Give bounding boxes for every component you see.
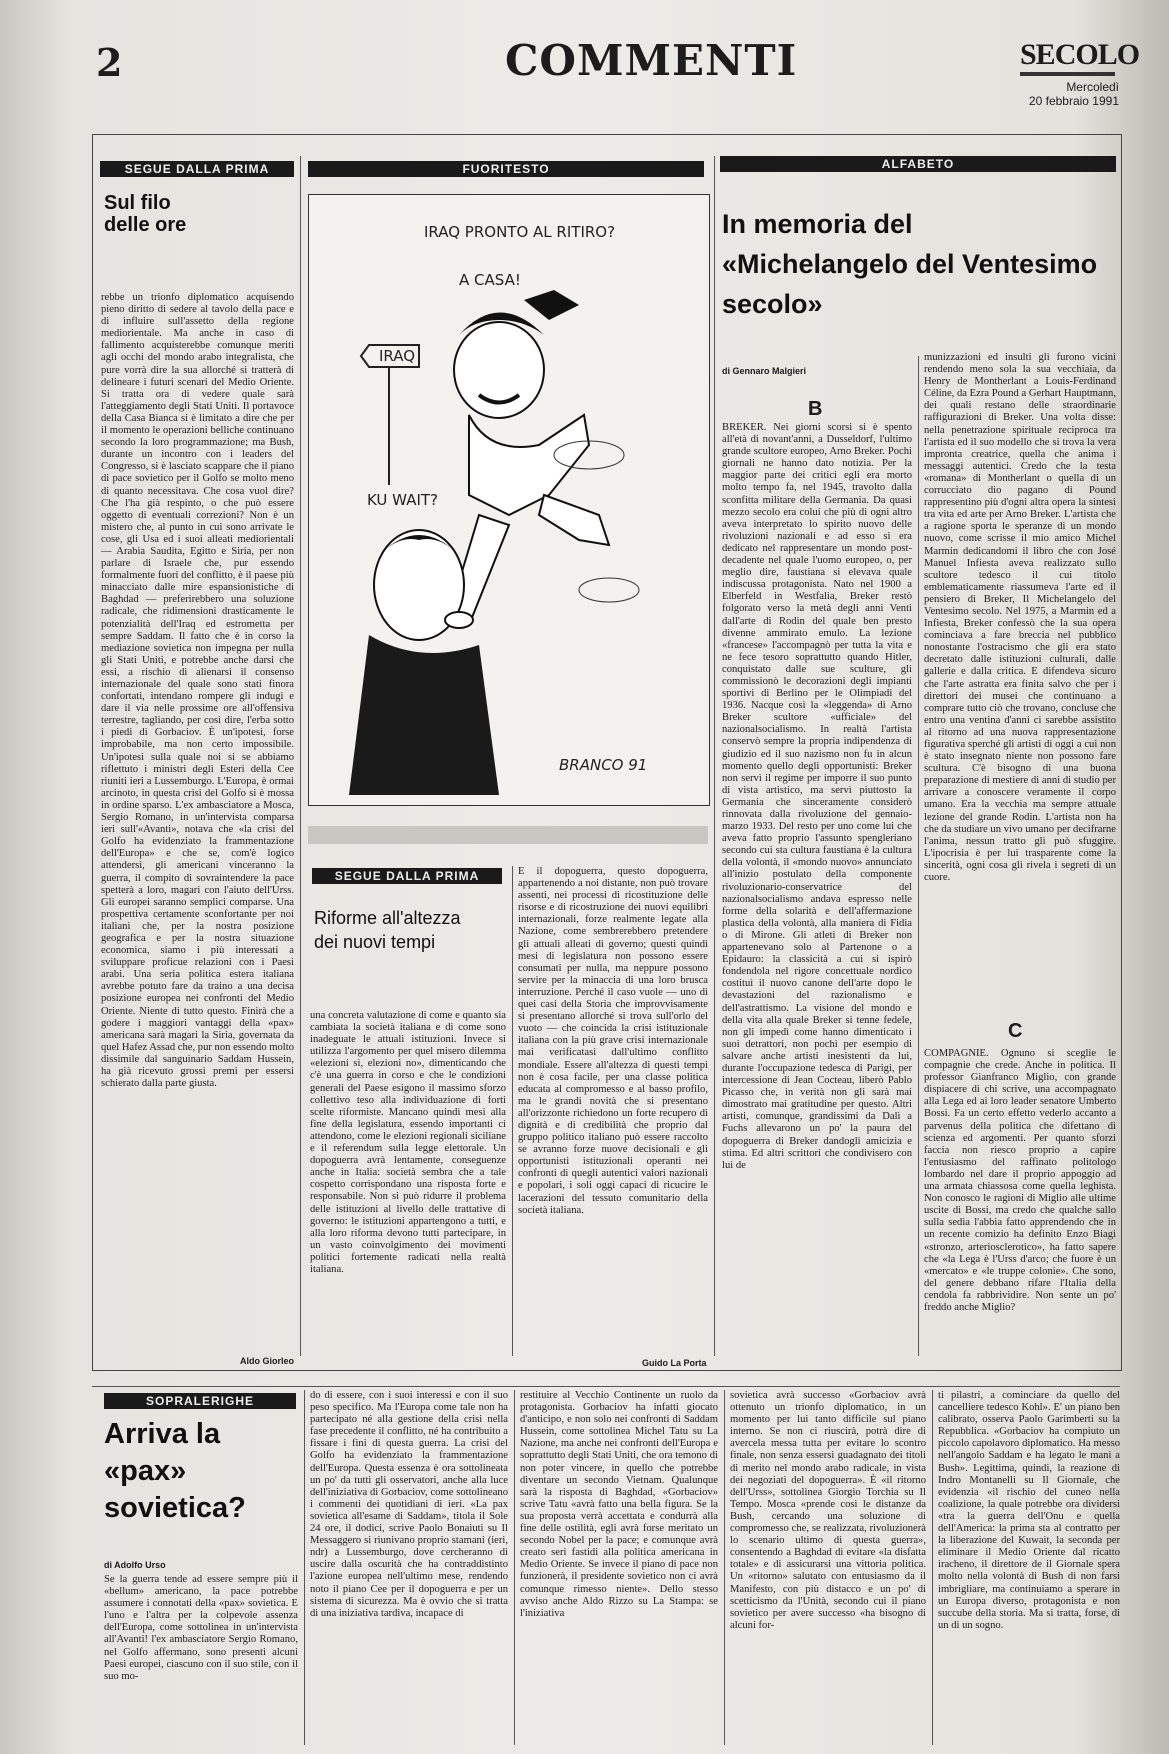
article-pax-text3: restituire al Vecchio Continente un ruolo da protagonista. Gorbaciov ha infatti giocato d'anticipo, e non solo nei confronti di Saddam Hussein, come sottolinea Michel Tatu su La Nazione, ma anche nei confronti dell'Europa e soprattutto degli Stati Uniti, che ora temono di non poter vincere, in quello che potrebbe diventare un secondo Vietnam. Qualunque sarà la risposta di Baghdad, «Gorbaciov» scrive Tatu «avrà fatto una bella figura. Se la sua proposta verrà accettata e condurrà alla fine delle ostilità, egli avrà forse meritato un secondo Nobel per la pace; e comunque avrà creato seri fastidi alla politica americana in Medio Oriente. Se invece il piano di pace non funzionerà, il presidente sovietico non ci avrà comunque rimesso niente». Dello stesso avviso anche Aldo Rizzo su La Stampa: se l'iniziativa bbox=[520, 1390, 718, 1619]
article-pax-col5 bbox=[938, 1390, 1120, 1745]
section-title: COMMENTI bbox=[505, 36, 798, 85]
political-cartoon bbox=[308, 194, 710, 806]
article-pax-col4 bbox=[730, 1390, 926, 1745]
cartoon-caption: IRAQ PRONTO AL RITIRO? bbox=[424, 223, 616, 241]
headline-riforme: Riforme all'altezza dei nuovi tempi bbox=[314, 908, 461, 952]
article-sul-filo-text: rebbe un trionfo diplomatico acquisendo pieno diritto di sedere al tavolo della pace e di influire sull'assetto della regione mediorientale. Ma anche in caso di fallimento acquisterebbe comunque meriti agli occhi del mondo arabo integralista, che pure vorrà dire la sua allorché si tratterà di delineare i futuri scenari del Medio Oriente. Si tratta ora di vedere quale sarà l'atteggiamento degli Stati Uniti. Il portavoce della Casa Bianca si è limitato a dire che per il momento le operazioni belliche continuano secondo la loro programmazione; ma Bush, durante un incontro con i leaders del Congresso, si è lasciato scappare che il piano di pace sovietico per il Golfo se molto meno di quanto necessitava. Che cosa vuol dire? Che l'ha già respinto, o che può essere oggetto di eventuali correzioni? Non è un mistero che, al punto in cui sono arrivate le cose, gli Usa ed i suoi alleati mediorientali — Arabia Saudita, Egitto e Siria, per non parlare di Israele che, pur essendo formalmente fuori del conflitto, è il paese più minacciato dalle mire espansionistiche di Baghdad — preferirebbero una soluzione radicale, che ridimensioni drasticamente le potenzialità dell'Iraq ed estrometta per sempre Saddam. Il fatto che è in corso la mediazione sovietica non impegna per nulla gli Stati Uniti, e potrebbe anche darsi che essi, a rischio di alienarsi il consenso internazionale del quale sono stati finora confortati, intendano rompere gli indugi e dare il via nelle prossime ore all'offensiva terrestre, tagliando, per così dire, l'erba sotto i piedi di Gorbaciov. È un'ipotesi, forse improbabile, ma non certo impossibile. Un'ipotesi sulla quale noi si se abbiamo riflettuto i ministri degli Esteri della Cee riuniti ieri a Lussemburgo. L'Europa, è ormai arcinoto, in questa crisi del Golfo si è mossa in ordine sparso. L'ex ambasciatore a Mosca, Sergio Romano, in un'intervista comparsa ieri sull'«Avanti», notava che «la crisi del Golfo ha evidenziato la frammentazione dell'Europa» e che se, com'è logico attendersi, gli americani vinceranno la guerra, il compito di sovraintendere la pace spetterà a loro, magari con l'aiuto dell'Urss. Gli europei saranno semplici comparse. Una prospettiva certamente sconfortante per noi italiani che, per la nostra posizione geografica e per la nostra situazione economica, siamo i più interessati a sviluppare proficue relazioni con i Paesi arabi. Una seria politica estera italiana avrebbe potuto fare da traino a una decisa posizione europea nei confronti del Medio Oriente. Niente di tutto questo. Finirà che a godere i maggiori vantaggi della «pax» americana sarà magari la Siria, governata da quel Hafez Assad che, pur non essendo molto dissimile dal sanguinario Saddam Hussein, ha già ricevuto grossi premi per essersi schierato dalla parte giusta. bbox=[101, 292, 294, 1090]
article-pax-text5: ti pilastri, a cominciare da quello del cancelliere tedesco Kohl». E' un piano ben calibrato, osserva Paolo Garimberti su la Repubblica. «Gorbaciov ha compiuto un piccolo capolavoro diplomatico. Ha messo nell'angolo Saddam e ha legato le mani a Bush». Legittima, quindi, la reazione di Indro Montanelli su Il Giornale, che evidenzia «il rischio del cuneo nella coalizione, la quale potrebbe ora dividersi «tra la guerra dell'Onu e quella dell'America: la prima sta al contratto per la liberazione del Kuwait, la seconda per eliminare il Medio Oriente dal ricatto iracheno, il direttore de il Giornale spera molto nella volontà di Bush di non farsi imbrigliare, ma continuiamo a sperare in un Europa diverso, protagonista e non succube della storia. Ma si tratta, forse, di un di un sogno. bbox=[938, 1390, 1120, 1631]
dropcap-c: C bbox=[1008, 1020, 1023, 1042]
divider-b1 bbox=[304, 1390, 305, 1745]
article-pax-text2: do di essere, con i suoi interessi e con il suo peso specifico. Ma l'Europa come tale non ha partecipato né alla gestione della crisi nella fase precedente il conflitto, né ha contribuito a fissare i fini di questa guerra. La crisi del Golfo ha evidenziato la frammentazione dell'Europa. Questa essenza è ora sottolineata un po' da tutti gli osservatori, anche alla luce dell'iniziativa di Gorbaciov, come sottolineano i commenti dei quotidiani di ieri. «La pax sovietica all'esame di Saddam», titola il Sole 24 ore, il dodici, scrive Paolo Bonaiuti su Il Messaggero si riunivano proprio stamani (ieri, ndr) a Lussemburgo, dove cercheranno di uscire dalla oscurità che ha contraddistinto l'azione europea nell'ultimo mese, rendendo noto il piano Cee per il dopoguerra e per un sistema di sicurezza. Ma è ovvio che si tratta di una iniziativa tardiva, incapace di bbox=[310, 1390, 508, 1619]
article-pax-col3 bbox=[520, 1390, 718, 1745]
cartoon-bottom-band bbox=[308, 826, 708, 844]
article-pax-col1 bbox=[104, 1574, 298, 1744]
article-riforme-text1: una concreta valutazione di come e quanto sia cambiata la società italiana e di come sono inadeguate le attuali istituzioni. Invece si utilizza l'argomento per quel misero dilemma «elezioni sì, elezioni no», dimenticando che c'è una guerra in corso e che le condizioni generali del Paese esigono il massimo sforzo collettivo teso alla individuazione di forti scelte riformiste. Mancano quindi mesi alla fine della legislatura, essendo importanti ci attendono, come le elezioni regionali siciliane e il referendum sulla legge elettorale. Un dopoguerra avrà lentamente, conseguenze anche in Italia: società sembra che a tale cospetto corrispondano una risposta forte e responsabile. Non si può ridurre il problema delle istituzioni al livello delle trattative di governo: le istituzioni appartengono a tutti, e alla loro riforma devono tutti partecipare, in un vasto coinvolgimento dei movimenti politici fortemente radicati nella realtà italiana. bbox=[310, 1010, 506, 1275]
headline-michelangelo: In memoria del «Michelangelo del Ventesimo secolo» bbox=[722, 209, 1098, 319]
byline-malgieri: di Gennaro Malgieri bbox=[722, 366, 807, 376]
cartoon-question: KU WAIT? bbox=[367, 491, 439, 509]
divider-b2 bbox=[514, 1390, 515, 1745]
cloud-icon bbox=[579, 578, 639, 602]
date-full: 20 febbraio 1991 bbox=[1028, 94, 1119, 108]
article-pax-col2 bbox=[310, 1390, 508, 1745]
cartoon-sign-label: IRAQ bbox=[379, 347, 416, 365]
article-breker bbox=[722, 422, 912, 1347]
byline-urso: di Adolfo Urso bbox=[104, 1560, 166, 1570]
headline-pax-sovietica: Arriva la «pax» sovietica? bbox=[104, 1418, 246, 1524]
kicker-fuoritesto: FUORITESTO bbox=[308, 161, 704, 177]
issue-date bbox=[1029, 80, 1119, 108]
divider-1 bbox=[300, 156, 301, 1356]
kicker-segue-riforme: SEGUE DALLA PRIMA bbox=[312, 868, 502, 884]
divider-3 bbox=[918, 356, 919, 1356]
divider-2 bbox=[714, 156, 715, 1356]
article-pax-text1: Se la guerra tende ad essere sempre più il «bellum» americano, la pace potrebbe assumere i connotati della «pax» sovietica. E l'uno e l'altra per la colpevole assenza dell'Europa, come sottolinea in un'intervista all'Avanti! l'ex ambasciatore Sergio Romano, nel Golfo affermano, sono presenti alcuni Paesi europei, ciascuno con il suo stile, con il suo mo- bbox=[104, 1574, 298, 1682]
cartoon-drawing bbox=[309, 195, 709, 805]
suit-body-icon bbox=[349, 635, 499, 795]
divider-b3 bbox=[724, 1390, 725, 1745]
dropcap-b: B bbox=[808, 398, 823, 420]
article-riforme-col2 bbox=[518, 866, 708, 1356]
cartoon-signature: BRANCO 91 bbox=[559, 756, 648, 774]
uniform-body-icon bbox=[469, 415, 589, 515]
kicker-alfabeto: ALFABETO bbox=[720, 156, 1116, 172]
article-breker-cont bbox=[924, 352, 1116, 1022]
newspaper-logo: SECOLO bbox=[1020, 38, 1140, 71]
bottom-section-rule bbox=[92, 1386, 1120, 1387]
article-breker-text: BREKER. Nei giorni scorsi si è spento all'età di novant'anni, a Dusseldorf, l'ultimo grande scultore europeo, Arno Breker. Pochi giornali ne hanno dato notizia. Per la maggior parte dei critici egli era morto molto tempo fa, nel 1945, travolto dalla sconfitta militare della Germania. Da quasi mezzo secolo era colui che più di ogni altro aveva interpretato lo spirito nuovo delle rivoluzioni nazionali e ad esso si era dedicato nel rappresentare un mondo post-decadente nel quale l'uomo europeo, o, per meglio dire, faustiana si elevava quale indiscussa protagonista. Nato nel 1900 a Elberfeld in Westfalia, Breker restò folgorato verso la metà degli anni Venti dall'arte di Rodin del quale ben presto divenne ammirato emulo. La lezione «francese» l'accompagnò per tutta la vita e ne fece tesoro soprattutto quando Hitler, conquistato dalle sue sculture, gli commissionò le decorazioni degli impianti sportivi di Berlino per le Olimpiadi del 1936. Nacque così la «leggenda» di Arno Breker scultore «ufficiale» del nazionalsocialismo. In realtà l'artista conservò sempre la propria indipendenza di giudizio ed il suo nazismo non fu in alcun momento quello degli opportunisti: Breker non servì il regime per imporre il suo punto di vista artistico, ma servì piuttosto la Germania che sinceramente considerò rinnovata dalla rivoluzione del gennaio-marzo 1933. Del resto per uno come lui che aveva fatto proprio l'assunto spengleriano secondo cui sta cultura faustiana è la cultura della volontà, il «mondo nuovo» annunciato all'inizio postulato della componente rivoluzionario-conservatrice del nazionalsocialismo andava espresso nelle forme della solarità e dell'affermazione plastica della volontà, alla maniera di Fidia o di Mirone. Gli atleti di Breker non appartenevano solo al Partenone o a Epidauro: la classicità a cui si ispirò fondendola nel rigore concettuale nordico costituì il nuovo canone dell'arte dopo le devastazioni del razionalismo e dell'astrattismo. La visione del mondo e della vita alla quale Breker si tenne fedele, non gli impedì come hanno dimenticato i suoi detrattori, non pochi per esempio di salvare anche artisti inesistenti da lui, durante l'occupazione tedesca di Parigi, per intercessione di Jean Cocteau, liberò Pablo Picasso che, in verità non gli sarà mai dimostrato mai gratitudine per questo. Altri artisti, comunque, grandissimi da Dalì a Fuchs allevarono un po' la paura del dopoguerra di Breker dandogli amicizia e stima. Ed altri scrittori che condivisero con lui de bbox=[722, 422, 912, 1171]
cartoon-speech: A CASA! bbox=[459, 271, 521, 289]
article-breker-cont-text: munizzazioni ed insulti gli furono vicini rendendo meno sola la sua vecchiaia, da Henry de Montherlant a Louis-Ferdinand Céline, da Ezra Pound a Gerhart Hauptmann, dei quali restano delle straordinarie raffigurazioni di Breker. Una volta disse: nella penetrazione spirituale reciproca tra l'artista ed il suo modello che si trova la vera impronta creatrice, quella che anima i messaggi autentici. Credo che la testa «romana» di Montherlant o quella di un corrucciato dio pagano di Pound rappresentino più d'ogni altra opera la sintesi tra vita ed arte per Arno Breker. L'artista che a ragione sporta le speranze di un mondo nuovo, come scrisse il mio amico Michel Marmin dedicandomi il libro che con José Manuel Infiesta aveva realizzato sullo scultore tedesco il cui titolo emblematicamente riassumeva l'arte ed il pensiero di Breker, Il Michelangelo del Ventesimo secolo. Nel 1975, a Marmin ed a Infiesta, Breker confessò che la sua opera cominciava a fare breccia nel pubblico nonostante l'ostracismo che gli era stato decretato dalle istituzioni culturali, dalle gallerie e dalla critica. E difendeva sicuro che l'arte astratta era finita salvo che per i direttori dei musei che continuano a comprare tutto ciò che trovano, concluse che entro una ventina d'anni ci sarebbe assistito al ritorno ad una nuova rappresentazione figurativa sperché gli artisti di oggi a cui non è stato insegnato niente non possono fare scultura. C'è bisogno di una buona preparazione di mestiere di anni di studio per arrivare a conoscere veramente il corpo umano. Era la vecchia ma sempre attuale lezione del grande Rodin. L'artista non ha che da studiare un vivo umano per decifrarne l'anima, nessun tratto gli può sfuggire. L'ipocrisia è per lui trasparente come la sincerità, ogni cosa gli rivela i segreti di un cuore. bbox=[924, 352, 1116, 884]
article-riforme-text2: E il dopoguerra, questo dopoguerra, appartenendo a noi distante, non può trovare assenti, nei processi di ricostituzione delle risorse e di ricostruzione dei nuovi equilibri internazionali, forze realmente legate alla Nazione, come sembrerebbero pretendere gli attuali alleati di governo; questi quindi mesi di legislatura non possono essere consumati per nulla, ma neppure possono servire per la minaccia di una loro brusca interruzione. Perché il caso vuole — uno di quei casi della Storia che improvvisamente si presentano allorché si trova sull'orlo del vuoto — che coincida la crisi istituzionale italiana con la più grave crisi internazionale mai verificatasi dall'ultimo conflitto mondiale. Essere all'altezza di questi tempi non è cosa facile, per una classe politica educata al compromesso e al basso profilo, ma le grandi novità che si presentano all'orizzonte richiedono un forte recupero di dignità e di credibilità che proprio dal gruppo politico italiano può essere raccolto se avranno forze nuove decisionali e gli opportunisti istituzionali operanti nei confronti di quegli autentici valori nazionali e popolari, i soli oggi capaci di ricucire le lacerazioni del tessuto comunitario della società italiana. bbox=[518, 866, 708, 1216]
article-pax-text4: sovietica avrà successo «Gorbaciov avrà ottenuto un trionfo diplomatico, in un momento per lui tanto difficile sul piano interno. Se non ci riuscirà, potrà dire di avercela messa tutta per evitare lo scontro finale, non senza essersi guadagnato dei titoli di merito nel mondo arabo radicale, in vista dei negoziati del dopoguerra». È «il ritorno dell'Urss», sottolinea Giorgio Torchia su Il Tempo. Mosca «prende così le distanze da Bush, cercando una soluzione di compromesso che, se realizzata, rivoluzionerà lo scenario ultimo di questa guerra», consentendo a Baghdad di evitare «la disfatta totale» e di assicurarsi una vittoria politica. Un «ritorno» salutato con entusiasmo da il Manifesto, con più distacco e un po' di scetticismo da l'Unità, secondo cui il piano sovietico per avere successo «ha bisogno di alcuni for- bbox=[730, 1390, 926, 1631]
divider-b4 bbox=[932, 1390, 933, 1745]
signature-laporta: Guido La Porta bbox=[642, 1358, 707, 1368]
article-riforme-col1 bbox=[310, 1010, 506, 1355]
headline-sul-filo: Sul filo delle ore bbox=[104, 192, 187, 236]
page-number: 2 bbox=[96, 40, 123, 85]
kicker-segue-left: SEGUE DALLA PRIMA bbox=[100, 161, 294, 177]
logo-underline bbox=[1020, 72, 1115, 76]
article-sul-filo bbox=[101, 292, 294, 1347]
beret-icon bbox=[524, 290, 579, 320]
article-compagnie bbox=[924, 1048, 1116, 1353]
kicker-sopralerighe: SOPRALERIGHE bbox=[104, 1393, 296, 1409]
date-weekday: Mercoledì bbox=[1066, 80, 1119, 94]
divider-4 bbox=[512, 866, 513, 1356]
article-compagnie-text: COMPAGNIE. Ognuno si sceglie le compagnie che crede. Anche in politica. Il professor Gianfranco Miglio, con grande dispiacere di chi scrive, una accompagnato alla Lega ed ai loro leader senatore Umberto Bossi. Fa un certo effetto vederlo accanto a parvenus della politica che difettano di scienza ed argomenti. Per quanto sforzi faccia non riesco proprio a capire l'entusiasmo del raffinato politologo lombardo nel dare il proprio appoggio ad una armata chiassosa come quella leghista. Non conosco le ragioni di Miglio alle ultime uscite di Bossi, ma credo che qualche sallo sulla sedia l'abbia fatto apprendendo che in un recente comizio ha definito Enzo Biagi «stronzo, arteriosclerotico», ha fatto sapere che «la Lega è l'Urss d'arco; che fuore è un «mercato» e «le truppe colonie». Che sono, del genere debbano rifare l'Italia della cendola fa rabbrividire. Non sente un po' freddo anche Miglio? bbox=[924, 1048, 1116, 1313]
signature-giorleo: Aldo Giorleo bbox=[240, 1356, 294, 1366]
